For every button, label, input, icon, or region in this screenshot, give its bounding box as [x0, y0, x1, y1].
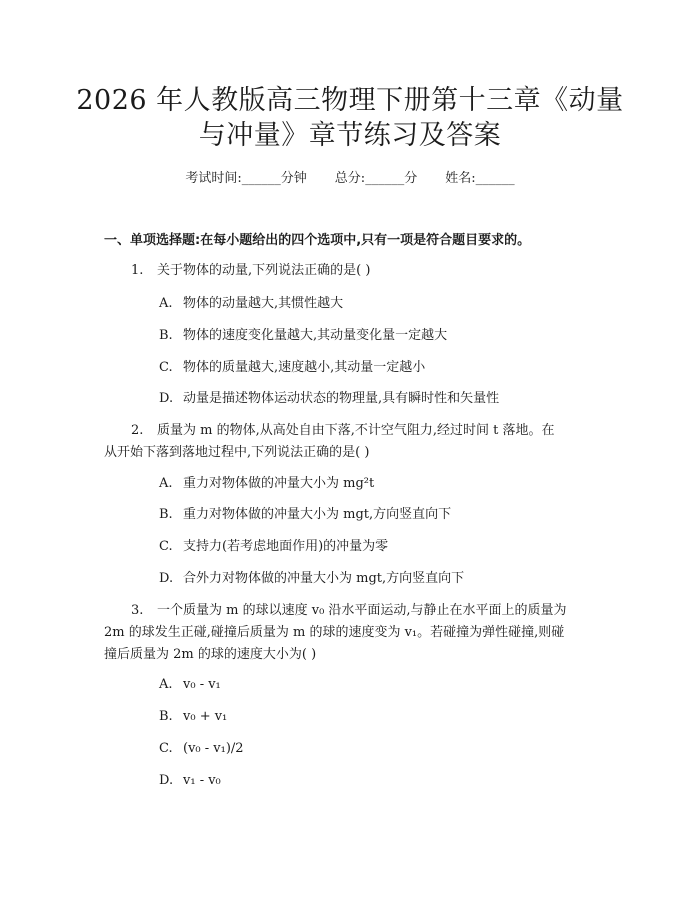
option-letter: D. [159, 391, 174, 406]
option-text: 物体的速度变化量越大,其动量变化量一定越大 [183, 328, 448, 343]
score-blank: ______ [365, 171, 405, 186]
option-1a [159, 295, 343, 313]
option-text: 重力对物体做的冲量大小为 mgt,方向竖直向下 [183, 507, 452, 522]
option-3b [159, 708, 227, 726]
option-letter: A. [159, 677, 173, 692]
question-number: 2. [131, 423, 144, 438]
doc-title-line1: 2026 年人教版高三物理下册第十三章《动量 [76, 85, 624, 116]
section-title: 一、单项选择题:在每小题给出的四个选项中,只有一项是符合题目要求的。 [104, 233, 531, 248]
option-letter: B. [159, 709, 173, 724]
option-text: 合外力对物体做的冲量大小为 mgt,方向竖直向下 [183, 571, 465, 586]
option-2b [159, 506, 451, 524]
option-letter: C. [159, 741, 173, 756]
option-text: (v₀ - v₁)/2 [183, 741, 244, 756]
option-text: 物体的动量越大,其惯性越大 [183, 296, 344, 311]
option-letter: A. [159, 296, 173, 311]
option-letter: B. [159, 328, 173, 343]
question-number: 3. [131, 603, 144, 618]
question-2 [104, 420, 604, 464]
option-letter: D. [159, 773, 174, 788]
question-line: 撞后质量为 2m 的球的速度大小为( ) [104, 647, 317, 662]
option-3c [159, 740, 244, 758]
score-label: 总分: [334, 171, 366, 186]
question-stem-line1: 质量为 m 的物体,从高处自由下落,不计空气阻力,经过时间 t 落地。在 [157, 423, 555, 438]
question-stem: 关于物体的动量,下列说法正确的是( ) [157, 263, 371, 278]
option-1d [159, 390, 499, 408]
option-text: 动量是描述物体运动状态的物理量,具有瞬时性和矢量性 [183, 391, 500, 406]
time-label: 考试时间: [185, 171, 242, 186]
option-1b [159, 327, 447, 345]
option-text: 物体的质量越大,速度越小,其动量一定越小 [183, 360, 426, 375]
option-2c [159, 538, 388, 556]
doc-title-line2: 与冲量》章节练习及答案 [198, 120, 502, 151]
option-2d [159, 570, 464, 588]
question-line [104, 420, 604, 442]
question-number: 1. [131, 263, 144, 278]
option-letter: A. [159, 476, 173, 491]
option-3a [159, 676, 221, 694]
option-1c [159, 359, 425, 377]
question-3 [104, 600, 604, 666]
question-stem-line1: 一个质量为 m 的球以速度 v₀ 沿水平面运动,与静止在水平面上的质量为 [157, 603, 567, 618]
option-letter: B. [159, 507, 173, 522]
exam-meta [0, 170, 700, 188]
option-text: v₁ - v₀ [183, 773, 221, 788]
name-blank: ______ [475, 171, 515, 186]
time-unit: 分钟 [280, 171, 307, 186]
name-label: 姓名: [445, 171, 476, 186]
option-text: v₀ - v₁ [183, 677, 221, 692]
time-blank: ______ [241, 171, 281, 186]
option-3d [159, 772, 221, 790]
option-2a [159, 475, 374, 493]
option-letter: C. [159, 539, 173, 554]
question-line: 2m 的球发生正碰,碰撞后质量为 m 的球的速度变为 v₁。若碰撞为弹性碰撞,则碰 [104, 625, 565, 640]
question-line [104, 600, 604, 622]
question-line: 从开始下落到落地过程中,下列说法正确的是( ) [104, 445, 370, 460]
option-text: 支持力(若考虑地面作用)的冲量为零 [183, 539, 389, 554]
option-letter: C. [159, 360, 173, 375]
option-text: 重力对物体做的冲量大小为 mg²t [183, 476, 375, 491]
score-unit: 分 [404, 171, 418, 186]
option-letter: D. [159, 571, 174, 586]
question-1 [131, 260, 370, 282]
option-text: v₀ + v₁ [183, 709, 228, 724]
